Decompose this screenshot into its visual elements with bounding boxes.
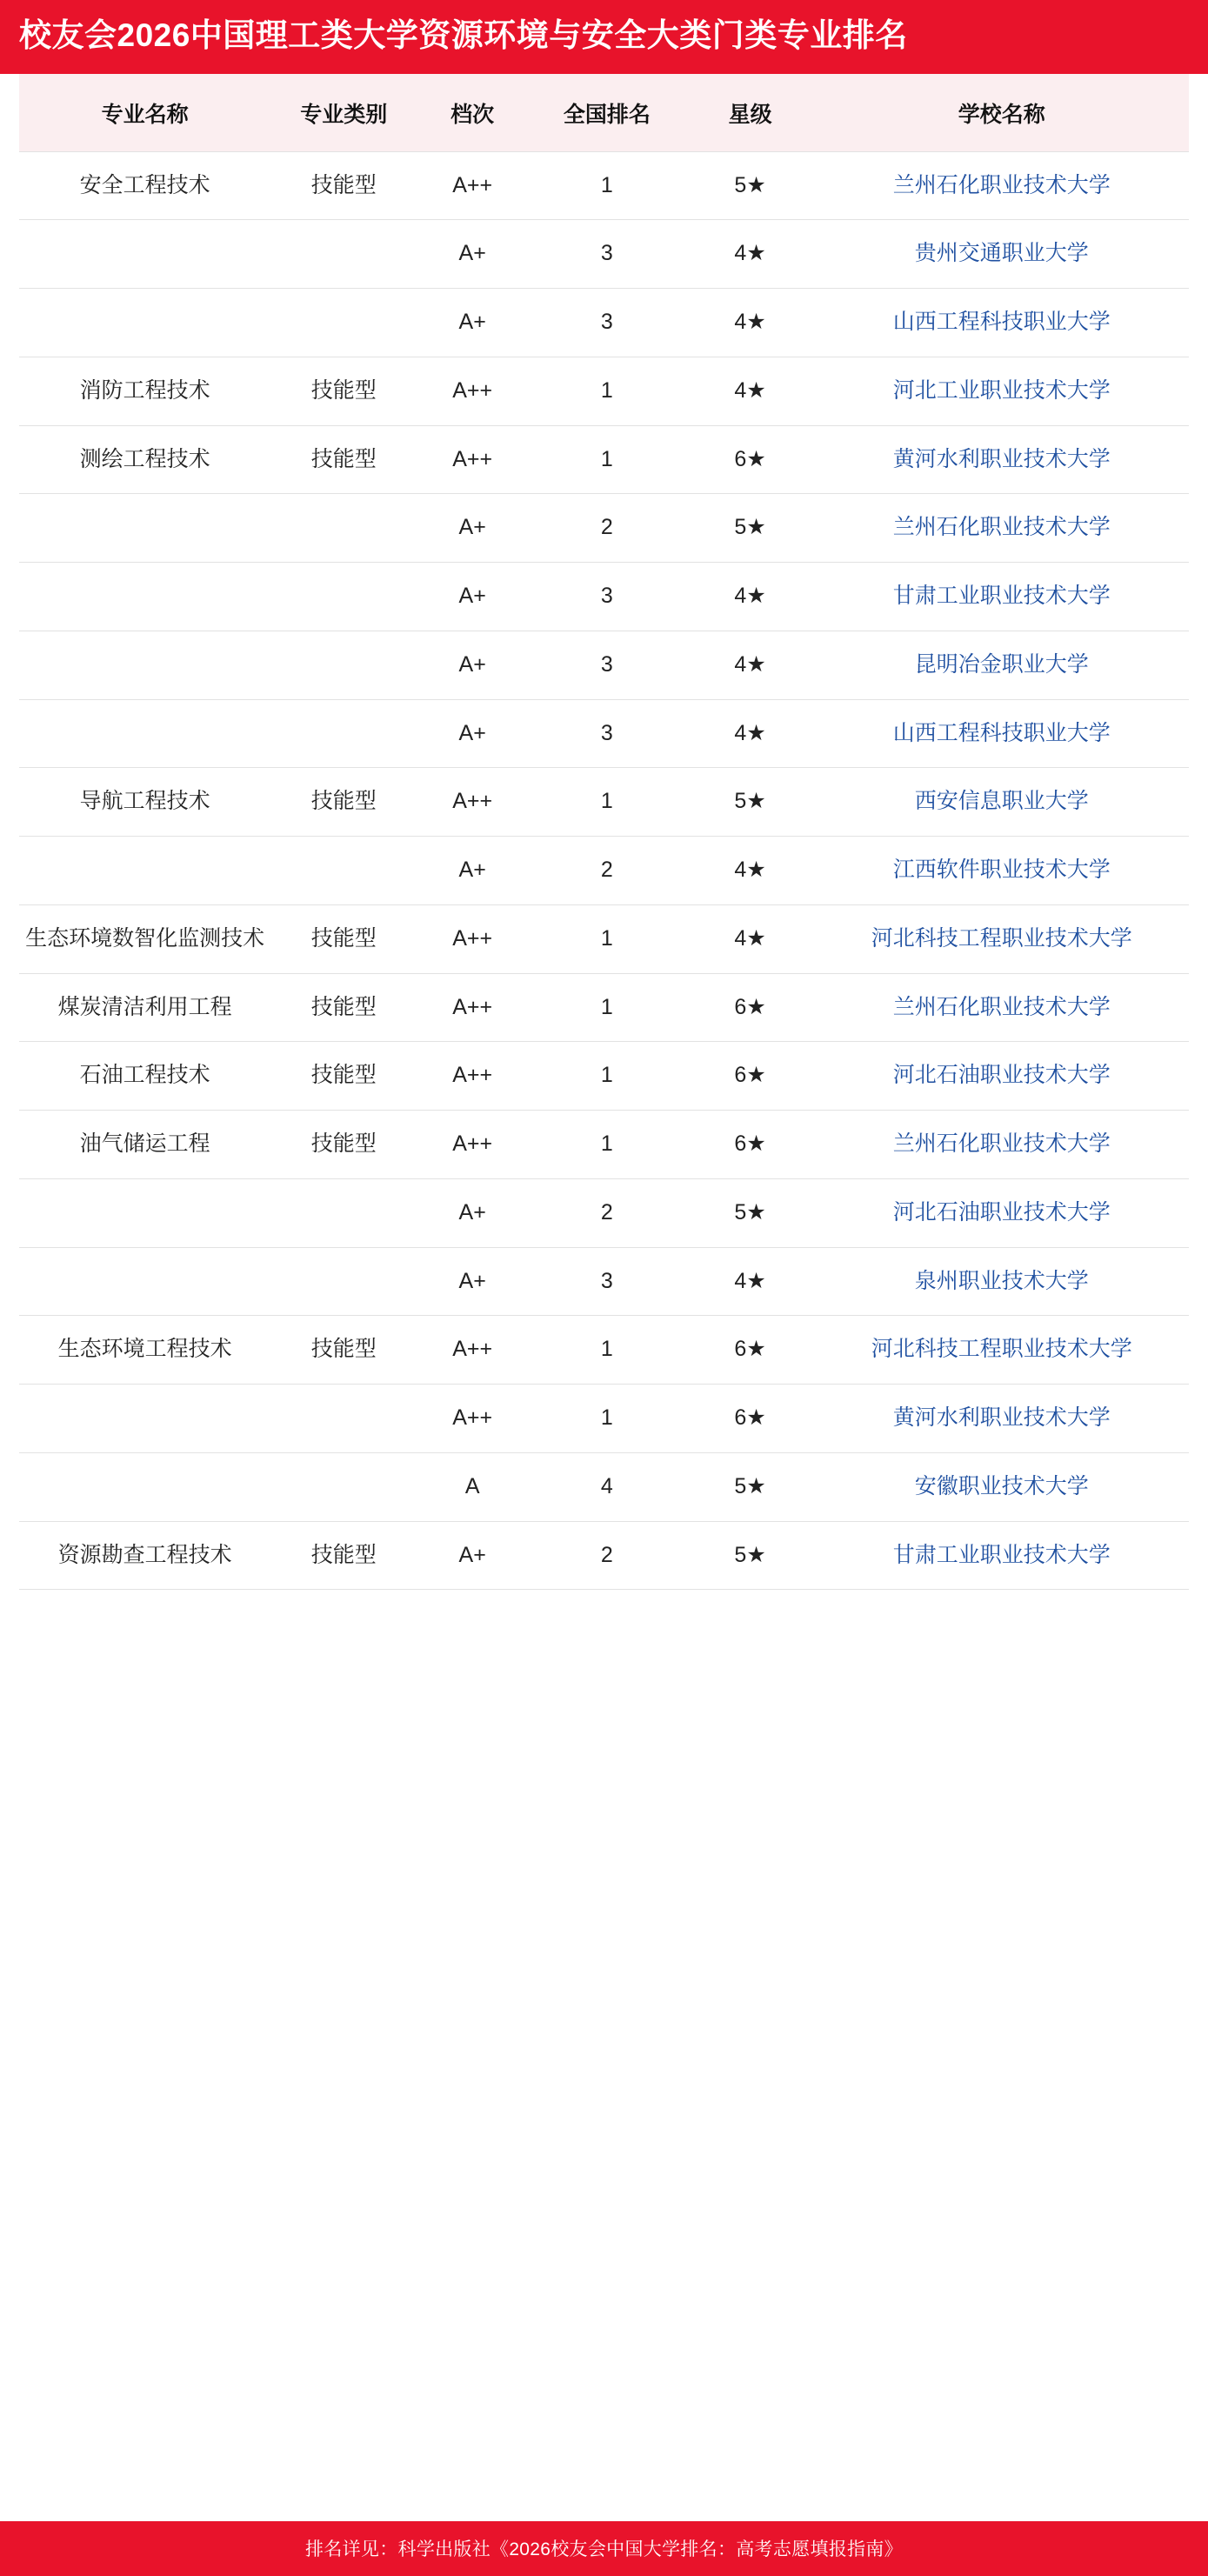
cell-rank: 1 [528,357,686,425]
table-row [19,973,1189,1042]
cell-school: 兰州石化职业技术大学 [815,973,1189,1042]
cell-major: 生态环境工程技术 [19,1316,270,1385]
cell-star: 4★ [686,631,815,699]
table-row [19,151,1189,220]
cell-type: 技能型 [270,973,417,1042]
cell-rank: 1 [528,973,686,1042]
cell-grade: A++ [417,357,528,425]
cell-type: 技能型 [270,1316,417,1385]
cell-major: 煤炭清洁利用工程 [19,973,270,1042]
cell-school: 泉州职业技术大学 [815,1247,1189,1316]
cell-school: 河北石油职业技术大学 [815,1178,1189,1247]
table-row [19,837,1189,905]
cell-major: 测绘工程技术 [19,425,270,494]
cell-star: 4★ [686,1247,815,1316]
column-header-type: 专业类别 [270,74,417,152]
cell-type [270,563,417,631]
cell-school: 兰州石化职业技术大学 [815,1111,1189,1179]
cell-rank: 3 [528,1247,686,1316]
cell-type: 技能型 [270,425,417,494]
cell-type: 技能型 [270,1521,417,1590]
cell-grade: A++ [417,1385,528,1453]
cell-rank: 2 [528,837,686,905]
cell-school: 黄河水利职业技术大学 [815,425,1189,494]
cell-star: 6★ [686,1385,815,1453]
table-row [19,631,1189,699]
cell-major [19,289,270,357]
cell-rank: 1 [528,1042,686,1111]
cell-major: 安全工程技术 [19,151,270,220]
cell-major [19,1385,270,1453]
cell-grade: A++ [417,425,528,494]
cell-star: 4★ [686,699,815,768]
cell-school: 江西软件职业技术大学 [815,837,1189,905]
table-row [19,1316,1189,1385]
cell-star: 6★ [686,1111,815,1179]
cell-grade: A+ [417,1521,528,1590]
cell-school: 河北科技工程职业技术大学 [815,904,1189,973]
cell-rank: 1 [528,425,686,494]
cell-rank: 3 [528,289,686,357]
cell-rank: 1 [528,768,686,837]
column-header-rank: 全国排名 [528,74,686,152]
footer-note: 排名详见：科学出版社《2026校友会中国大学排名：高考志愿填报指南》 [0,2521,1208,2576]
cell-rank: 2 [528,494,686,563]
table-row [19,699,1189,768]
cell-rank: 3 [528,220,686,289]
table-row [19,1042,1189,1111]
cell-type [270,1178,417,1247]
cell-rank: 1 [528,1385,686,1453]
cell-star: 6★ [686,973,815,1042]
table-row [19,1521,1189,1590]
cell-school: 山西工程科技职业大学 [815,699,1189,768]
cell-school: 山西工程科技职业大学 [815,289,1189,357]
cell-type [270,220,417,289]
table-row [19,768,1189,837]
cell-star: 5★ [686,768,815,837]
cell-school: 兰州石化职业技术大学 [815,494,1189,563]
cell-star: 5★ [686,151,815,220]
cell-major [19,631,270,699]
page-title: 校友会2026中国理工类大学资源环境与安全大类门类专业排名 [0,0,1208,74]
cell-type [270,1247,417,1316]
cell-grade: A+ [417,289,528,357]
table-row [19,357,1189,425]
cell-star: 4★ [686,563,815,631]
cell-rank: 4 [528,1452,686,1521]
cell-rank: 1 [528,904,686,973]
cell-school: 西安信息职业大学 [815,768,1189,837]
cell-rank: 1 [528,1316,686,1385]
cell-school: 贵州交通职业大学 [815,220,1189,289]
cell-grade: A++ [417,151,528,220]
cell-type [270,1452,417,1521]
cell-type: 技能型 [270,1111,417,1179]
cell-star: 6★ [686,425,815,494]
cell-rank: 3 [528,631,686,699]
cell-star: 4★ [686,837,815,905]
table-row [19,220,1189,289]
column-header-school: 学校名称 [815,74,1189,152]
cell-school: 河北工业职业技术大学 [815,357,1189,425]
cell-school: 兰州石化职业技术大学 [815,151,1189,220]
cell-star: 5★ [686,494,815,563]
cell-grade: A+ [417,631,528,699]
header-row [19,74,1189,152]
cell-grade: A++ [417,1316,528,1385]
cell-grade: A++ [417,1042,528,1111]
cell-star: 5★ [686,1178,815,1247]
cell-type [270,289,417,357]
cell-type [270,631,417,699]
column-header-major: 专业名称 [19,74,270,152]
cell-grade: A++ [417,1111,528,1179]
cell-major [19,494,270,563]
cell-rank: 1 [528,1111,686,1179]
ranking-table [19,74,1189,1591]
cell-school: 甘肃工业职业技术大学 [815,1521,1189,1590]
table-row [19,1111,1189,1179]
cell-star: 6★ [686,1042,815,1111]
cell-rank: 3 [528,563,686,631]
cell-grade: A+ [417,1178,528,1247]
cell-star: 4★ [686,289,815,357]
cell-rank: 2 [528,1521,686,1590]
cell-major [19,699,270,768]
cell-type [270,837,417,905]
cell-grade: A+ [417,837,528,905]
cell-type: 技能型 [270,151,417,220]
table-row [19,1452,1189,1521]
cell-school: 河北石油职业技术大学 [815,1042,1189,1111]
table-row [19,1385,1189,1453]
cell-type [270,494,417,563]
column-header-star: 星级 [686,74,815,152]
cell-grade: A+ [417,1247,528,1316]
table-row [19,1247,1189,1316]
cell-type: 技能型 [270,768,417,837]
cell-major: 生态环境数智化监测技术 [19,904,270,973]
cell-major [19,563,270,631]
cell-school: 安徽职业技术大学 [815,1452,1189,1521]
cell-school: 昆明冶金职业大学 [815,631,1189,699]
cell-star: 4★ [686,357,815,425]
cell-rank: 2 [528,1178,686,1247]
cell-star: 4★ [686,904,815,973]
cell-grade: A+ [417,220,528,289]
table-row [19,563,1189,631]
cell-major: 资源勘查工程技术 [19,1521,270,1590]
cell-grade: A+ [417,563,528,631]
cell-type [270,699,417,768]
table-header [19,74,1189,152]
cell-major: 消防工程技术 [19,357,270,425]
cell-grade: A+ [417,494,528,563]
column-header-grade: 档次 [417,74,528,152]
cell-grade: A [417,1452,528,1521]
cell-major [19,1247,270,1316]
cell-major: 导航工程技术 [19,768,270,837]
table-row [19,1178,1189,1247]
cell-major [19,1452,270,1521]
table-row [19,289,1189,357]
cell-type: 技能型 [270,904,417,973]
cell-star: 6★ [686,1316,815,1385]
cell-grade: A++ [417,904,528,973]
cell-grade: A++ [417,768,528,837]
cell-type: 技能型 [270,1042,417,1111]
cell-rank: 3 [528,699,686,768]
cell-major: 石油工程技术 [19,1042,270,1111]
table-container [0,74,1208,2521]
cell-major [19,220,270,289]
table-row [19,904,1189,973]
cell-rank: 1 [528,151,686,220]
cell-major [19,1178,270,1247]
cell-school: 黄河水利职业技术大学 [815,1385,1189,1453]
table-row [19,494,1189,563]
table-row [19,425,1189,494]
cell-major [19,837,270,905]
cell-grade: A+ [417,699,528,768]
cell-type: 技能型 [270,357,417,425]
cell-type [270,1385,417,1453]
cell-star: 5★ [686,1521,815,1590]
cell-star: 5★ [686,1452,815,1521]
cell-major: 油气储运工程 [19,1111,270,1179]
cell-school: 河北科技工程职业技术大学 [815,1316,1189,1385]
table-body [19,151,1189,1590]
cell-school: 甘肃工业职业技术大学 [815,563,1189,631]
cell-grade: A++ [417,973,528,1042]
cell-star: 4★ [686,220,815,289]
